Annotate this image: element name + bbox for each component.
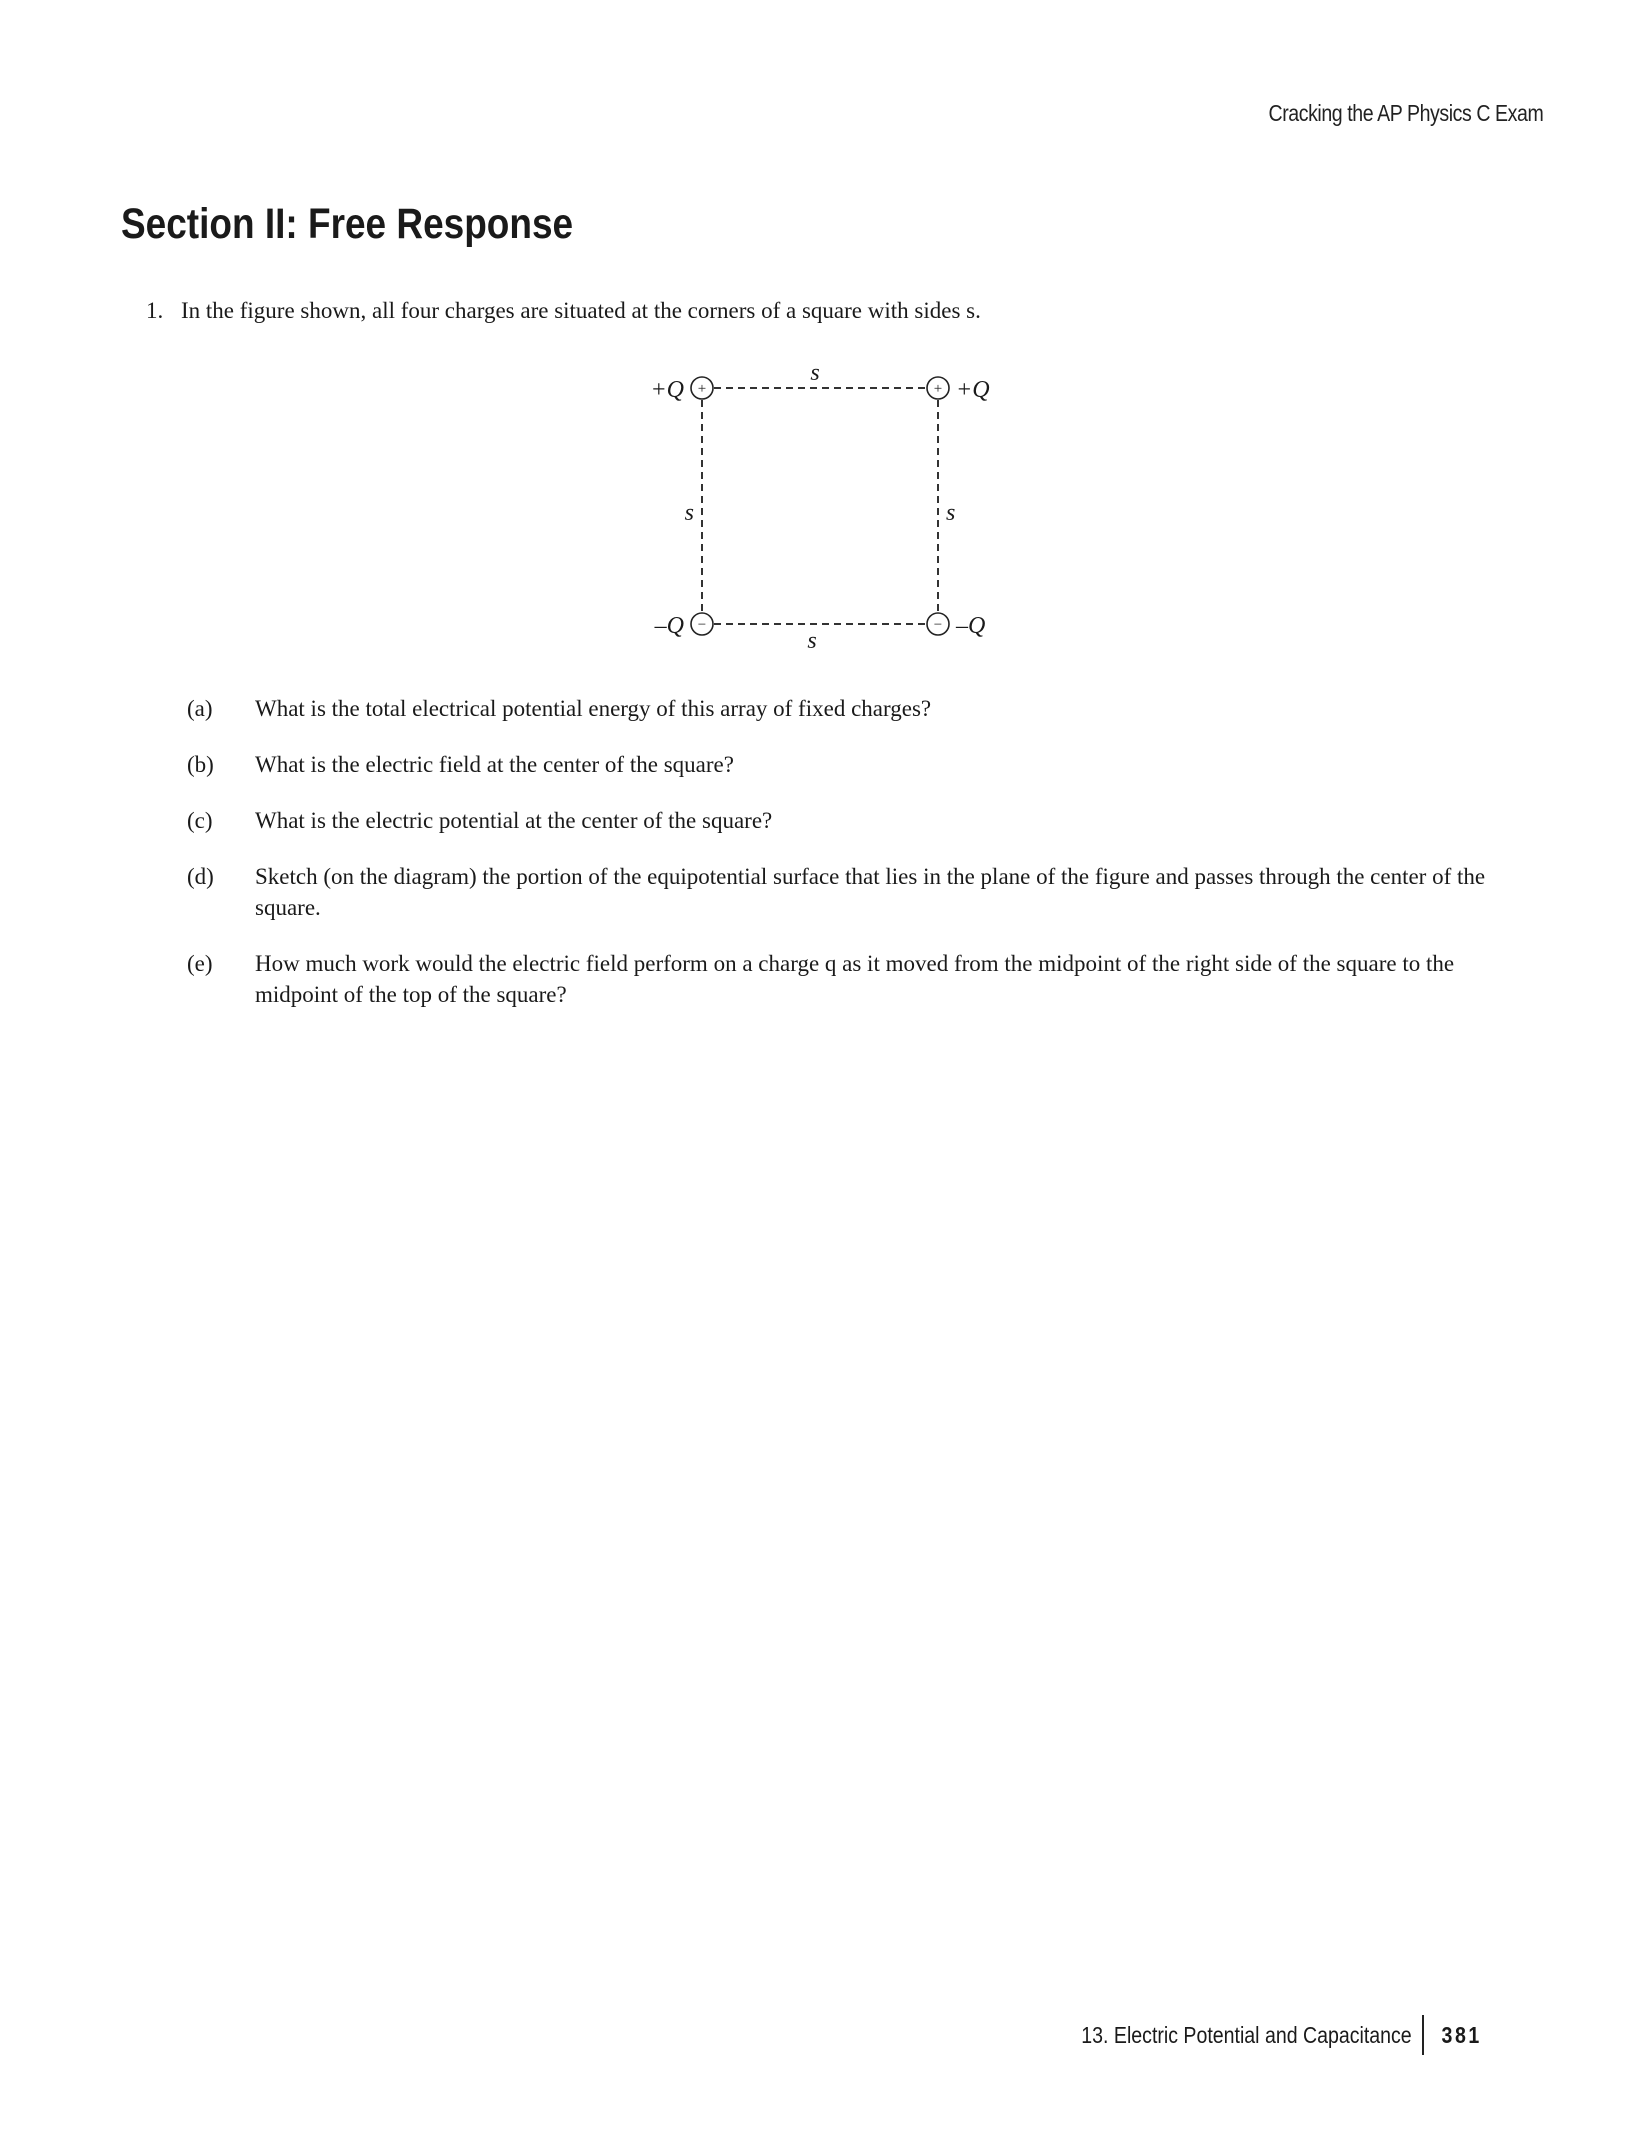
question-part-a	[187, 693, 1517, 724]
part-label: (b)	[187, 752, 214, 777]
part-label: (e)	[187, 951, 213, 976]
chapter-title: 13. Electric Potential and Capacitance	[1081, 2021, 1412, 2048]
question-number: 1.	[146, 298, 164, 323]
part-label: (a)	[187, 696, 213, 721]
square-sides	[702, 388, 938, 624]
part-label: (d)	[187, 864, 214, 889]
charge-label-top-left: +Q	[650, 377, 684, 403]
question-prompt	[146, 298, 981, 324]
sign: −	[933, 617, 943, 633]
part-text: Sketch (on the diagram) the portion of the equipotential surface that lies in the plane of the figure and passes through the center of the square.	[255, 864, 1486, 920]
question-part-d	[187, 861, 1517, 923]
section-title: Section II: Free Response	[121, 200, 574, 248]
side-label-left: s	[684, 500, 694, 526]
sign: −	[697, 617, 707, 633]
charge-square-figure	[600, 340, 1020, 660]
charge-label-top-right: +Q	[956, 377, 990, 403]
part-label: (c)	[187, 808, 213, 833]
part-text: How much work would the electric field perform on a charge q as it moved from the midpoint of the right side of the square to the midpoint of the top of the square?	[255, 951, 1455, 1007]
question-part-c	[187, 805, 1517, 836]
side-label-top: s	[810, 360, 820, 386]
sign: +	[933, 381, 943, 397]
footer-divider	[1422, 2015, 1424, 2055]
sign: +	[697, 381, 707, 397]
question-text: In the figure shown, all four charges are situated at the corners of a square with sides s.	[181, 298, 981, 323]
question-part-b	[187, 749, 1517, 780]
part-text: What is the total electrical potential energy of this array of fixed charges?	[255, 696, 932, 721]
charge-label-bottom-left: –Q	[654, 613, 684, 639]
part-text: What is the electric field at the center of the square?	[255, 752, 734, 777]
side-label-right: s	[946, 500, 956, 526]
running-head: Cracking the AP Physics C Exam	[1268, 100, 1543, 126]
side-label-bottom: s	[807, 628, 817, 654]
page-number: 381	[1441, 2021, 1482, 2048]
page-footer	[1023, 2015, 1485, 2055]
part-text: What is the electric potential at the center of the square?	[255, 808, 773, 833]
charge-label-bottom-right: –Q	[956, 613, 986, 639]
question-part-e	[187, 948, 1517, 1010]
